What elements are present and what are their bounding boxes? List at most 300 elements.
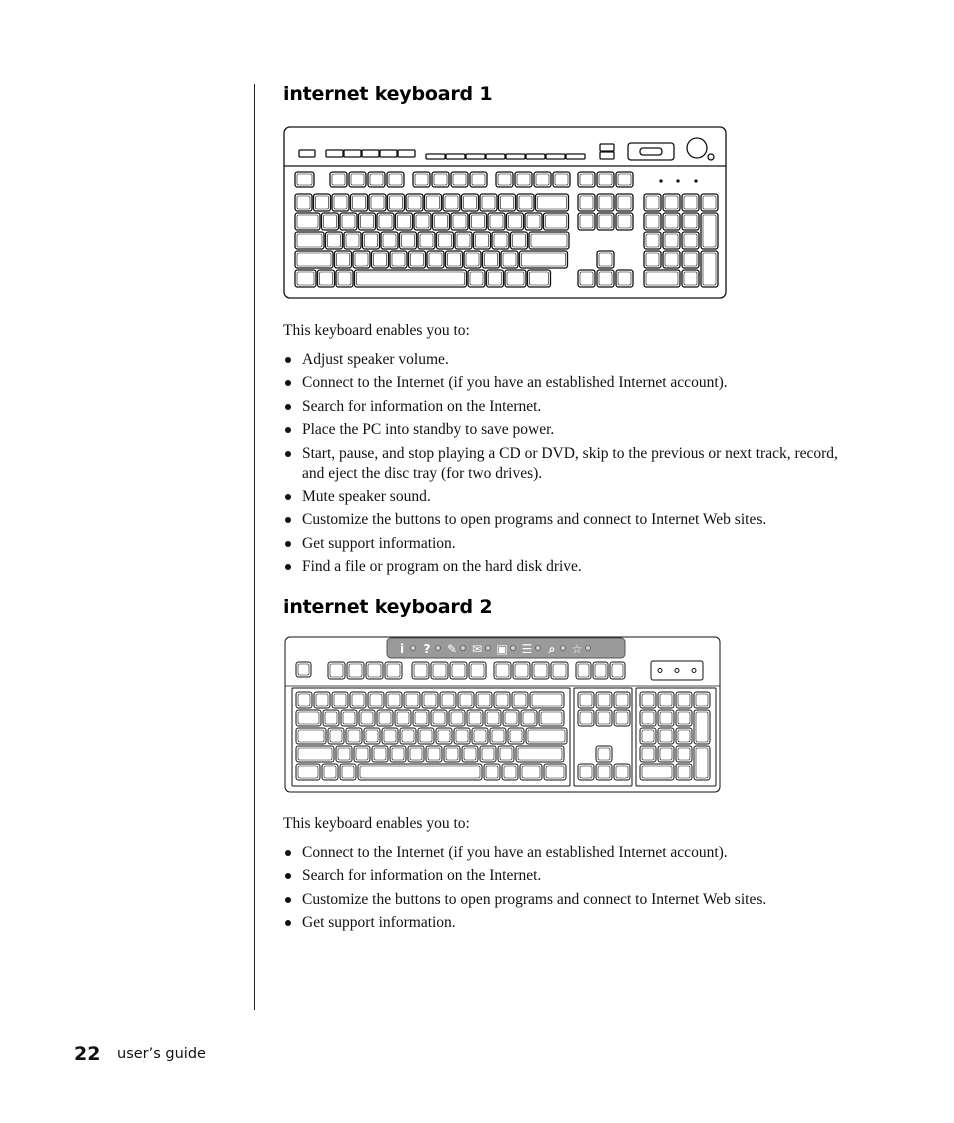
keyboard-key-top <box>415 712 427 724</box>
keyboard-key-top <box>387 664 400 677</box>
keyboard-key-top <box>555 174 568 185</box>
media-button <box>600 152 614 159</box>
keyboard-key-top <box>616 694 628 706</box>
keyboard-key-top <box>660 712 672 724</box>
media-button <box>600 144 614 151</box>
media-button <box>566 154 585 159</box>
margin-rule <box>254 84 255 1010</box>
keyboard-key-top <box>368 664 381 677</box>
keyboard-key-top <box>472 174 485 185</box>
keyboard-key-top <box>298 694 310 706</box>
keyboard-key <box>528 270 551 287</box>
keyboard-key-top <box>515 664 528 677</box>
top-button <box>299 150 315 157</box>
keyboard-key-top <box>370 694 382 706</box>
keyboard-key-top <box>446 748 458 760</box>
keyboard-key-top <box>599 253 612 266</box>
keyboard-key-top <box>531 234 567 247</box>
keyboard-key <box>701 251 718 287</box>
internet-button-dot <box>536 646 541 651</box>
bullet-item: Connect to the Internet (if you have an established Internet account). <box>283 373 843 393</box>
keyboard-key-top <box>402 234 415 247</box>
keyboard-key-top <box>530 272 549 285</box>
internet-button-icon: ☆ <box>571 642 583 656</box>
keyboard-key-top <box>414 664 427 677</box>
keyboard-key-top <box>487 712 499 724</box>
keyboard-key-top <box>678 766 690 778</box>
bullet-item: Customize the buttons to open programs and connect to Internet Web sites. <box>283 890 843 910</box>
keyboard-key-top <box>684 196 697 209</box>
page-number: 22 <box>74 1043 101 1065</box>
keyboard-key-top <box>435 215 448 228</box>
keyboard-key <box>296 764 320 780</box>
bullet-item: Connect to the Internet (if you have an established Internet account). <box>283 843 843 863</box>
keyboard-key-top <box>374 253 387 266</box>
keyboard-key-top <box>474 730 486 742</box>
keyboard-key-top <box>298 712 319 724</box>
keyboard-key-top <box>538 196 567 209</box>
keyboard-key-top <box>361 712 373 724</box>
keyboard-key-top <box>429 253 442 266</box>
keyboard-key <box>694 746 710 780</box>
keyboard-key-top <box>696 712 708 742</box>
keyboard-key-top <box>424 694 436 706</box>
keyboard-key-top <box>618 196 631 209</box>
keyboard-key-top <box>371 196 384 209</box>
keyboard-key-top <box>460 694 472 706</box>
keyboard-key-top <box>618 272 631 285</box>
keyboard-key-top <box>297 215 318 228</box>
section1-intro: This keyboard enables you to: <box>283 322 470 339</box>
keyboard-key-top <box>612 664 623 677</box>
keyboard-key-top <box>703 196 716 209</box>
bullet-item: Start, pause, and stop playing a CD or DVD, skip to the previous or next track, record, and eject the disc tray (for two drives). <box>283 444 843 484</box>
keyboard-key-top <box>665 196 678 209</box>
keyboard-key-top <box>360 766 480 778</box>
keyboard-key-top <box>356 748 368 760</box>
media-button <box>486 154 505 159</box>
keyboard-key <box>505 270 526 287</box>
keyboard-key <box>529 232 569 249</box>
keyboard-key-top <box>439 234 452 247</box>
internet-button-icon: ? <box>423 642 431 656</box>
keyboard-key-top <box>684 215 697 228</box>
keyboard-key-top <box>397 712 409 724</box>
internet-button-icon: ✎ <box>446 642 458 656</box>
keyboard-key-top <box>580 766 592 778</box>
volume-knob <box>687 138 707 158</box>
keyboard-key-top <box>507 272 524 285</box>
keyboard-key-top <box>410 748 422 760</box>
keyboard-key-top <box>578 664 589 677</box>
keyboard-key-top <box>519 196 532 209</box>
section2-intro: This keyboard enables you to: <box>283 815 470 832</box>
keyboard-key-top <box>490 215 503 228</box>
indicator-light <box>692 669 696 673</box>
keyboard-key <box>544 764 566 780</box>
keyboard-key-top <box>351 174 364 185</box>
bullet-item: Get support information. <box>283 913 843 933</box>
keyboard-key <box>355 270 467 287</box>
keyboard-key-top <box>684 272 697 285</box>
keyboard-key-top <box>342 215 355 228</box>
keyboard-key-top <box>297 253 331 266</box>
keyboard-key-top <box>337 253 350 266</box>
internet-button-dot <box>436 646 441 651</box>
keyboard-key <box>539 710 564 726</box>
keyboard-key-top <box>408 196 421 209</box>
keyboard-key-top <box>298 730 324 742</box>
keyboard-key-top <box>580 215 593 228</box>
keyboard-key-top <box>316 196 329 209</box>
keyboard-key-top <box>470 272 483 285</box>
keyboard-key <box>358 764 482 780</box>
keyboard-key <box>516 746 564 762</box>
keyboard-key-top <box>338 272 351 285</box>
keyboard-key-top <box>580 272 593 285</box>
keyboard-key-top <box>598 748 610 760</box>
keyboard-key-top <box>325 712 337 724</box>
keyboard-key-top <box>332 174 345 185</box>
keyboard-key-top <box>348 730 360 742</box>
keyboard-2-illustration <box>284 636 722 794</box>
keyboard-key <box>296 710 321 726</box>
keyboard-key-top <box>383 234 396 247</box>
keyboard-key-top <box>642 730 654 742</box>
keyboard-key-top <box>469 712 481 724</box>
internet-button-icon: ▣ <box>496 642 508 656</box>
section1-bullet-list <box>283 350 843 581</box>
media-button <box>546 154 565 159</box>
keyboard-key-top <box>472 215 485 228</box>
keyboard-key-top <box>379 712 391 724</box>
keyboard-key-top <box>357 272 465 285</box>
keyboard-key-top <box>379 215 392 228</box>
keyboard-key-top <box>374 748 386 760</box>
bullet-item: Customize the buttons to open programs and connect to Internet Web sites. <box>283 510 843 530</box>
keyboard-key-top <box>500 748 512 760</box>
internet-button-dot <box>461 646 466 651</box>
indicator-light <box>677 180 679 182</box>
keyboard-key-top <box>452 664 465 677</box>
keyboard-key-top <box>598 694 610 706</box>
keyboard-key-top <box>485 253 498 266</box>
keyboard-key-top <box>528 730 565 742</box>
keyboard-key-top <box>665 234 678 247</box>
indicator-light <box>695 180 697 182</box>
media-button <box>426 154 445 159</box>
keyboard-key-top <box>482 748 494 760</box>
keyboard-key-top <box>349 664 362 677</box>
keyboard-key-top <box>411 253 424 266</box>
keyboard-key <box>295 270 316 287</box>
keyboard-key-top <box>298 664 309 675</box>
keyboard-key-top <box>646 215 659 228</box>
keyboard-key-top <box>330 730 342 742</box>
media-button <box>446 154 465 159</box>
keyboard-key-top <box>580 174 593 185</box>
keyboard-key-top <box>505 712 517 724</box>
keyboard-key-top <box>703 215 716 247</box>
internet-button-icon: ✉ <box>471 642 483 656</box>
keyboard-key-top <box>534 664 547 677</box>
keyboard-key <box>536 194 569 211</box>
keyboard-key-top <box>420 730 432 742</box>
keyboard-key-top <box>442 694 454 706</box>
keyboard-key-top <box>546 215 567 228</box>
keyboard-key-top <box>324 215 337 228</box>
keyboard-key <box>694 710 710 744</box>
keyboard-key-top <box>453 215 466 228</box>
keyboard-key-top <box>464 196 477 209</box>
keyboard-key-top <box>346 234 359 247</box>
keyboard-key-top <box>665 215 678 228</box>
media-button <box>466 154 485 159</box>
keyboard-key-top <box>580 196 593 209</box>
keyboard-key <box>295 251 333 268</box>
keyboard-key-top <box>532 694 562 706</box>
keyboard-key-top <box>297 196 310 209</box>
internet-button-icon: ☰ <box>521 642 533 656</box>
keyboard-key-top <box>678 694 690 706</box>
keyboard-key-top <box>482 196 495 209</box>
keyboard-key-top <box>518 748 562 760</box>
keyboard-key-top <box>390 196 403 209</box>
keyboard-key-top <box>501 196 514 209</box>
keyboard-key-top <box>445 196 458 209</box>
keyboard-key-top <box>510 730 522 742</box>
keyboard-key-top <box>370 174 383 185</box>
media-button <box>526 154 545 159</box>
internet-button-dot <box>511 646 516 651</box>
keyboard-key-top <box>496 694 508 706</box>
keyboard-key-top <box>696 748 708 778</box>
keyboard-key-top <box>427 196 440 209</box>
keyboard-key-top <box>328 234 341 247</box>
keyboard-key <box>544 213 569 230</box>
keyboard-key-top <box>642 694 654 706</box>
keyboard-key <box>701 213 718 249</box>
keyboard-key-top <box>684 234 697 247</box>
keyboard-key-top <box>476 234 489 247</box>
keyboard-key-top <box>616 766 628 778</box>
top-button <box>326 150 343 157</box>
keyboard-key <box>295 232 324 249</box>
keyboard-key-top <box>448 253 461 266</box>
keyboard-key-top <box>523 712 535 724</box>
keyboard-key-top <box>438 730 450 742</box>
keyboard-key-top <box>298 748 332 760</box>
keyboard-key-top <box>646 253 659 266</box>
keyboard-key-top <box>384 730 396 742</box>
keyboard-key-top <box>618 215 631 228</box>
keyboard-key-top <box>457 234 470 247</box>
keyboard-key-top <box>456 730 468 742</box>
top-button <box>344 150 361 157</box>
keyboard-key <box>296 746 334 762</box>
keyboard-key-top <box>580 694 592 706</box>
keyboard-key-top <box>338 748 350 760</box>
keyboard-key-top <box>498 174 511 185</box>
keyboard-key-top <box>406 694 418 706</box>
keyboard-key-top <box>536 174 549 185</box>
indicator-light <box>660 180 662 182</box>
keyboard-key-top <box>343 712 355 724</box>
keyboard-key-top <box>365 234 378 247</box>
keyboard-key-top <box>616 712 628 724</box>
keyboard-key-top <box>352 694 364 706</box>
keyboard-key-top <box>433 664 446 677</box>
keyboard-key <box>530 692 564 708</box>
keyboard-key <box>644 270 680 287</box>
keyboard-key-top <box>330 664 343 677</box>
keyboard-key-top <box>494 234 507 247</box>
keyboard-key-top <box>320 272 333 285</box>
keyboard-key-top <box>660 748 672 760</box>
keyboard-key-top <box>599 215 612 228</box>
top-button <box>380 150 397 157</box>
keyboard-key-top <box>496 664 509 677</box>
volume-rocker <box>640 148 662 155</box>
keyboard-key-top <box>598 712 610 724</box>
keyboard-key-top <box>489 272 502 285</box>
keyboard-key <box>526 728 567 744</box>
keyboard-key-top <box>353 196 366 209</box>
keyboard-key <box>520 251 568 268</box>
keyboard-key-top <box>598 766 610 778</box>
keyboard-key-top <box>642 748 654 760</box>
bullet-item: Mute speaker sound. <box>283 487 843 507</box>
keyboard-key-top <box>503 253 516 266</box>
keyboard-key-top <box>316 694 328 706</box>
keyboard-key-top <box>388 694 400 706</box>
keyboard-key-top <box>660 730 672 742</box>
keyboard-key-top <box>478 694 490 706</box>
keyboard-key-top <box>599 196 612 209</box>
keyboard-key-top <box>522 253 566 266</box>
keyboard-key-top <box>642 766 672 778</box>
keyboard-key <box>640 764 674 780</box>
section-heading-keyboard-2: internet keyboard 2 <box>283 596 493 618</box>
indicator-panel <box>651 661 703 680</box>
keyboard-key-top <box>297 234 322 247</box>
keyboard-key-top <box>342 766 354 778</box>
keyboard-key-top <box>433 712 445 724</box>
keyboard-key-top <box>665 253 678 266</box>
keyboard-key-top <box>402 730 414 742</box>
keyboard-key-top <box>392 253 405 266</box>
bullet-item: Search for information on the Internet. <box>283 397 843 417</box>
keyboard-key-top <box>416 215 429 228</box>
keyboard-key-top <box>684 253 697 266</box>
keyboard-key-top <box>298 766 318 778</box>
keyboard-key-top <box>618 174 631 185</box>
keyboard-key-top <box>366 730 378 742</box>
keyboard-key <box>295 213 320 230</box>
keyboard-key-top <box>580 712 592 724</box>
keyboard-key-top <box>541 712 562 724</box>
indicator-light <box>675 669 679 673</box>
keyboard-key-top <box>389 174 402 185</box>
keyboard-key-top <box>599 174 612 185</box>
keyboard-key-top <box>646 196 659 209</box>
nav-key-block <box>574 688 632 786</box>
media-button <box>506 154 525 159</box>
section2-bullet-list <box>283 843 843 937</box>
keyboard-key <box>520 764 542 780</box>
keyboard-key-top <box>660 694 672 706</box>
section-heading-keyboard-1: internet keyboard 1 <box>283 83 493 105</box>
internet-button-dot <box>486 646 491 651</box>
keyboard-key-top <box>361 215 374 228</box>
keyboard-key-top <box>464 748 476 760</box>
top-button <box>362 150 379 157</box>
keyboard-key-top <box>546 766 564 778</box>
internet-button-dot <box>411 646 416 651</box>
keyboard-1-illustration <box>283 126 728 300</box>
footer-label: user’s guide <box>117 1046 206 1062</box>
keyboard-key-top <box>678 748 690 760</box>
keyboard-key-top <box>509 215 522 228</box>
internet-button-icon: ⌕ <box>548 642 556 656</box>
internet-button-dot <box>561 646 566 651</box>
keyboard-key-top <box>696 694 708 706</box>
keyboard-key-top <box>678 712 690 724</box>
keyboard-key-top <box>297 174 312 185</box>
keyboard-key-top <box>415 174 428 185</box>
indicator-light <box>658 669 662 673</box>
keyboard-key-top <box>355 253 368 266</box>
internet-button-icon: i <box>399 642 405 656</box>
keyboard-key-top <box>517 174 530 185</box>
keyboard-key-top <box>646 234 659 247</box>
keyboard-key-top <box>466 253 479 266</box>
volume-control <box>628 143 674 160</box>
keyboard-key-top <box>428 748 440 760</box>
keyboard-key-top <box>642 712 654 724</box>
internet-button-dot <box>586 646 591 651</box>
keyboard-key <box>296 728 326 744</box>
keyboard-key-top <box>527 215 540 228</box>
bullet-item: Search for information on the Internet. <box>283 866 843 886</box>
keyboard-key-top <box>486 766 498 778</box>
bullet-item: Place the PC into standby to save power. <box>283 420 843 440</box>
keyboard-key-top <box>522 766 540 778</box>
bullet-item: Find a file or program on the hard disk drive. <box>283 557 843 577</box>
keyboard-key-top <box>434 174 447 185</box>
keyboard-key-top <box>297 272 314 285</box>
keyboard-key-top <box>398 215 411 228</box>
bullet-item: Adjust speaker volume. <box>283 350 843 370</box>
top-button <box>398 150 415 157</box>
keyboard-key-top <box>553 664 566 677</box>
bullet-item: Get support information. <box>283 534 843 554</box>
keyboard-key-top <box>646 272 678 285</box>
keyboard-key-top <box>334 694 346 706</box>
keyboard-key-top <box>504 766 516 778</box>
keyboard-key-top <box>324 766 336 778</box>
keyboard-key-top <box>595 664 606 677</box>
keyboard-key-top <box>471 664 484 677</box>
keyboard-key-top <box>420 234 433 247</box>
keyboard-key-top <box>453 174 466 185</box>
keyboard-key-top <box>392 748 404 760</box>
keyboard-key-top <box>678 730 690 742</box>
keyboard-key-top <box>451 712 463 724</box>
keyboard-key-top <box>334 196 347 209</box>
keyboard-key-top <box>513 234 526 247</box>
keyboard-key-top <box>492 730 504 742</box>
